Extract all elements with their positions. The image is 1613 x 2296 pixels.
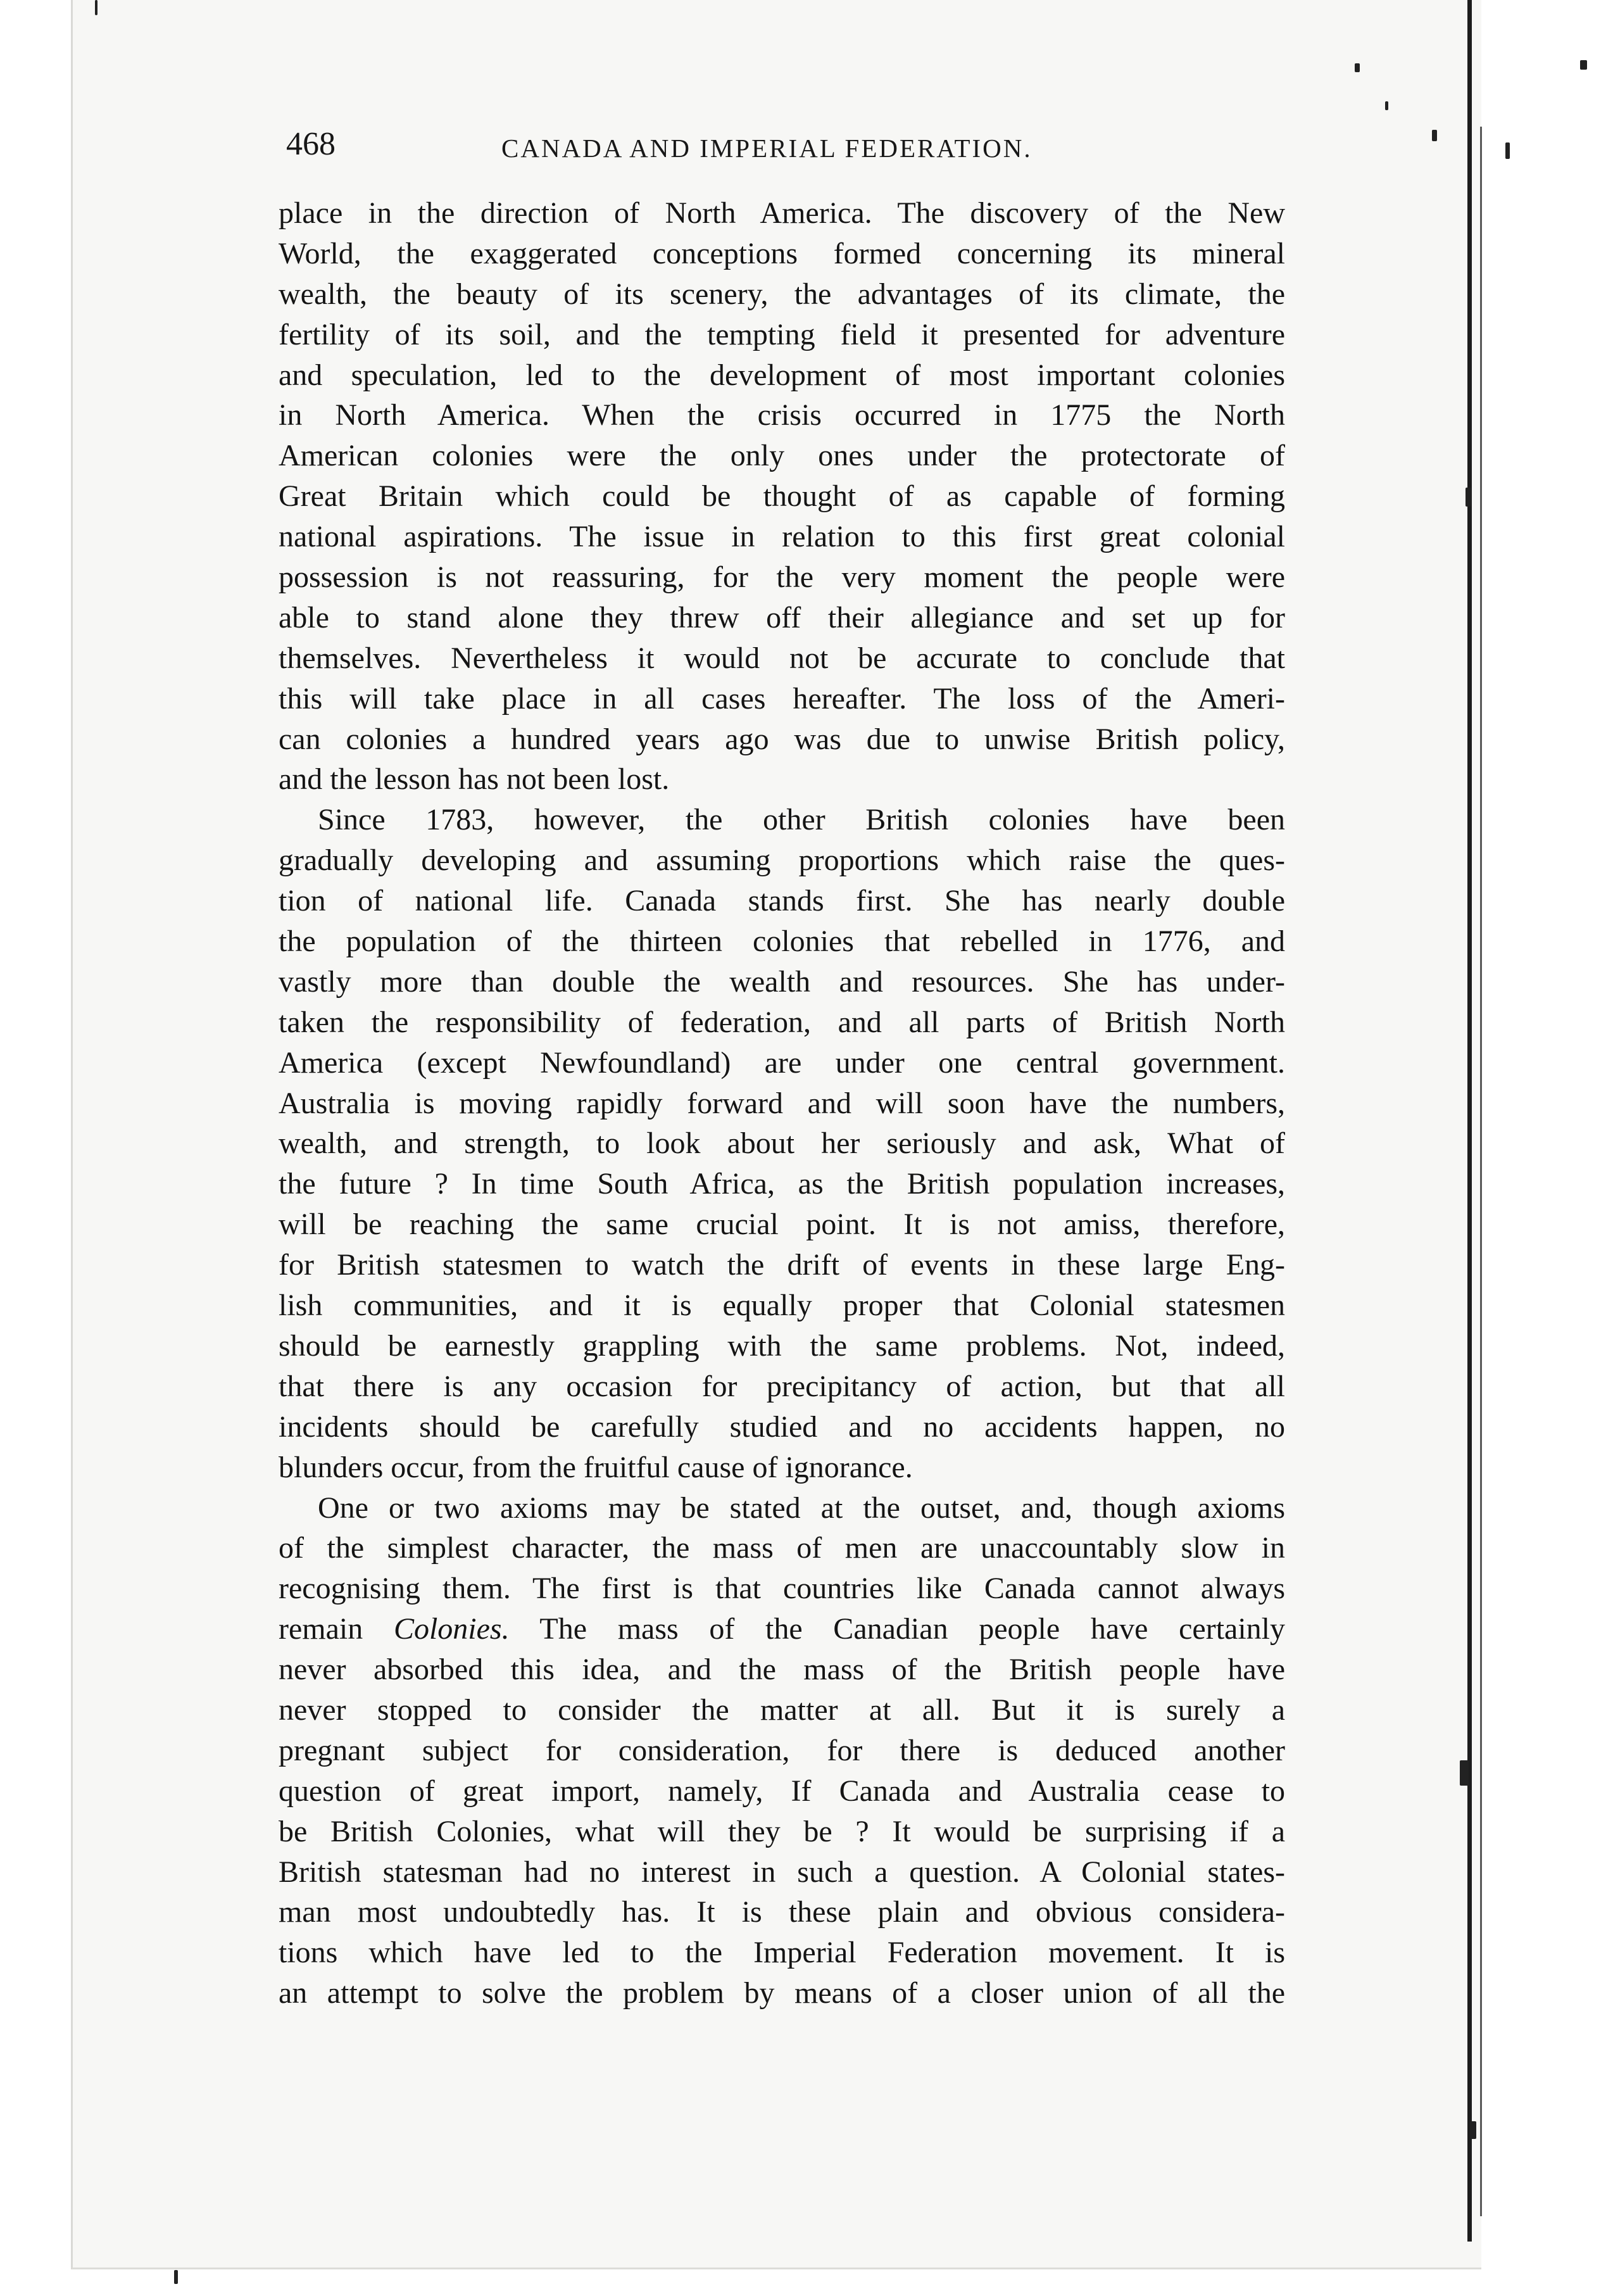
text-line: and the lesson has not been lost. [279,762,670,797]
body-text [279,193,1285,2014]
text-line: America (except Newfoundland) are under one central government. [279,1045,1285,1080]
text-line: the future ? In time South Africa, as the British population increases, [279,1167,1285,1201]
scan-speck [1355,63,1360,72]
scan-speck [1466,488,1471,507]
text-line: be British Colonies, what will they be ? It would be surprising if a [279,1814,1285,1848]
text-line: question of great import, namely, If Canada and Australia cease to [279,1774,1285,1808]
text-line: gradually developing and assuming proportions which raise the ques- [279,843,1285,878]
text-line: in North America. When the crisis occurred in 1775 the North [279,398,1285,432]
text-line: remain Colonies. The mass of the Canadian people have certainly [279,1612,1286,1646]
page-header [286,125,1288,170]
text-line: able to stand alone they threw off their allegiance and set up for [279,600,1285,634]
text-line: that there is any occasion for precipitancy of action, but that all [279,1369,1285,1403]
text-line: incidents should be carefully studied and no accidents happen, no [279,1410,1285,1444]
paragraph [279,193,1285,800]
scan-speck [1580,60,1587,70]
text-line: man most undoubtedly has. It is these plain and obvious considera- [279,1895,1285,1929]
text-line: of the simplest character, the mass of men are unaccountably slow in [279,1531,1285,1565]
scan-speck [1460,1760,1469,1786]
text-line: will be reaching the same crucial point. It is not amiss, therefore, [279,1208,1285,1242]
text-line: can colonies a hundred years ago was due to unwise British policy, [279,722,1285,756]
text-line: tions which have led to the Imperial Federation movement. It is [279,1936,1285,1970]
text-line: vastly more than double the wealth and resources. She has under- [279,964,1285,999]
text-line: American colonies were the only ones under the protectorate of [279,439,1285,473]
italic-word: Colonies. [393,1612,510,1646]
text-line: lish communities, and it is equally proper that Colonial statesmen [279,1289,1285,1323]
text-line: and speculation, led to the development of most important colonies [279,358,1285,392]
text-line: never stopped to consider the matter at all. But it is surely a [279,1693,1285,1727]
running-title: CANADA AND IMPERIAL FEDERATION. [501,134,1032,163]
text-line: Australia is moving rapidly forward and will soon have the numbers, [279,1086,1285,1120]
text-line: an attempt to solve the problem by means of a closer union of all the [279,1976,1285,2010]
scan-speck [1505,142,1510,159]
paragraph [279,800,1285,1487]
scan-speck [1385,101,1388,110]
text-line: for British statesmen to watch the drift of events in these large Eng- [279,1248,1285,1282]
text-line: taken the responsibility of federation, and all parts of British North [279,1005,1285,1039]
binding-edge [1467,0,1472,2242]
text-line: wealth, and strength, to look about her seriously and ask, What of [279,1126,1285,1161]
text-line: possession is not reassuring, for the very moment the people were [279,560,1285,595]
text-line: Since 1783, however, the other British colonies have been [318,803,1285,837]
text-line: the population of the thirteen colonies that rebelled in 1776, and [279,924,1285,959]
text-line: place in the direction of North America. The discovery of the New [279,196,1285,230]
text-line: tion of national life. Canada stands first. She has nearly double [279,884,1285,918]
text-line: wealth, the beauty of its scenery, the advantages of its climate, the [279,277,1285,311]
text-line: should be earnestly grappling with the same problems. Not, indeed, [279,1328,1285,1363]
text-line: British statesman had no interest in such a question. A Colonial states- [279,1855,1285,1889]
text-line: recognising them. The first is that countries like Canada cannot always [279,1572,1285,1606]
binding-shadow [1480,127,1482,2216]
text-line: themselves. Nevertheless it would not be accurate to conclude that [279,641,1285,675]
text-line: national aspirations. The issue in relation to this first great colonial [279,520,1285,554]
scan-speck [1432,130,1437,141]
text-line: never absorbed this idea, and the mass of the British people have [279,1653,1285,1687]
text-line: One or two axioms may be stated at the outset, and, though axioms [318,1491,1285,1525]
scan-speck [95,0,97,15]
text-line: blunders occur, from the fruitful cause of ignorance. [279,1450,913,1484]
text-line: World, the exaggerated conceptions formed concerning its mineral [279,236,1285,270]
text-line: pregnant subject for consideration, for there is deduced another [279,1733,1285,1767]
page-number: 468 [286,126,336,162]
scan-speck [1470,2121,1476,2139]
scan-speck [174,2270,178,2284]
paragraph [279,1488,1285,2014]
text-line: this will take place in all cases hereafter. The loss of the Ameri- [279,681,1285,716]
text-line: fertility of its soil, and the tempting field it presented for adventure [279,317,1285,351]
text-line: Great Britain which could be thought of as capable of forming [279,479,1285,514]
